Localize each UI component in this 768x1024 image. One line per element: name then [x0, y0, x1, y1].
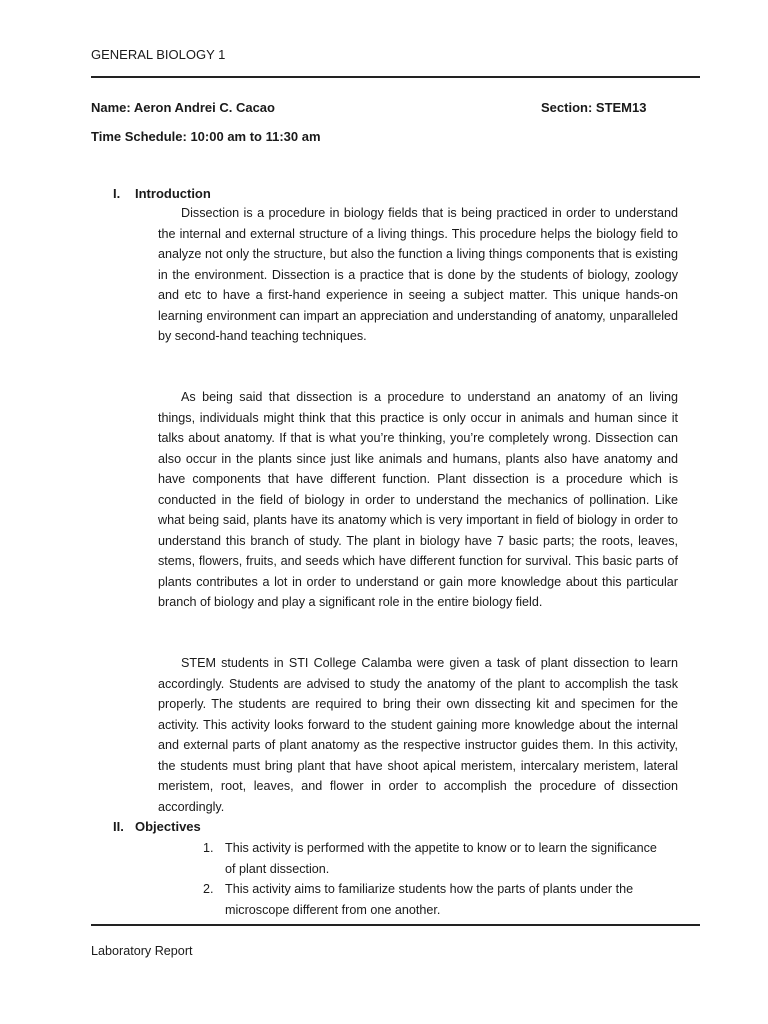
student-section: Section: STEM13: [541, 100, 647, 115]
objectives-heading: [113, 819, 201, 834]
header-divider: [91, 76, 700, 78]
objectives-title: Objectives: [135, 819, 201, 834]
footer-label: Laboratory Report: [91, 944, 193, 958]
objective-text: This activity is performed with the appetite to know or to learn the significance of plant dissection.: [225, 841, 657, 876]
objectives-number: II.: [113, 819, 124, 834]
introduction-heading: [113, 186, 211, 201]
introduction-title: Introduction: [135, 186, 211, 201]
introduction-paragraph-2: As being said that dissection is a procedure to understand an anatomy of an living things, individuals might think that this practice is only occur in animals and human since it talks about anatomy. If that is what you’re thinking, you’re completely wrong. Dissection can also occur in the plants since just like animals and humans, plants also have anatomy and have components that have different function. Plant dissection is a procedure which is conducted in the field of biology in order to understand the mechanics of pollination. Like what being said, plants have its anatomy which is very important in field of biology in order to understand this branch of study. The plant in biology have 7 basic parts; the roots, leaves, stems, flowers, fruits, and seeds which have different function for survival. This basic parts of plants contributes a lot in order to understand or gain more knowledge about this particular branch of biology and play a significant role in the entire biology field.: [158, 390, 678, 609]
introduction-paragraph-3: STEM students in STI College Calamba were given a task of plant dissection to learn accordingly. Students are advised to study the anatomy of the plant to accomplish the task properly. The students are required to bring their own dissecting kit and specimen for the activity. This activity looks forward to the student gaining more knowledge about the internal and external parts of plant anatomy as the respective instructor guides them. In this activity, the students must bring plant that have shoot apical meristem, intercalary meristem, lateral meristem, root, leaves, and flower in order to accomplish the procedure of dissection accordingly.: [158, 656, 678, 814]
objective-item: [203, 879, 663, 920]
time-schedule: Time Schedule: 10:00 am to 11:30 am: [91, 129, 321, 144]
student-name: Name: Aeron Andrei C. Cacao: [91, 100, 275, 115]
document-header-title: GENERAL BIOLOGY 1: [91, 47, 226, 62]
objective-item: [203, 838, 663, 879]
objective-marker: 1.: [203, 841, 214, 855]
objective-marker: 2.: [203, 882, 214, 896]
introduction-number: I.: [113, 186, 121, 201]
objectives-list: [203, 838, 663, 920]
objective-text: This activity aims to familiarize students how the parts of plants under the microscope different from one another.: [225, 882, 634, 917]
introduction-paragraph-1: Dissection is a procedure in biology fields that is being practiced in order to understand the internal and external structure of a living things. This procedure helps the biology field to analyze not only the structure, but also the function a living things components that is existing in the environment. Dissection is a practice that is done by the students of biology, zoology and etc to have a first-hand experience in seeing a subject matter. This unique hands-on learning environment can impart an appreciation and understanding of anatomy, unparalleled by second-hand teaching techniques.: [158, 206, 678, 343]
footer-divider: [91, 924, 700, 926]
